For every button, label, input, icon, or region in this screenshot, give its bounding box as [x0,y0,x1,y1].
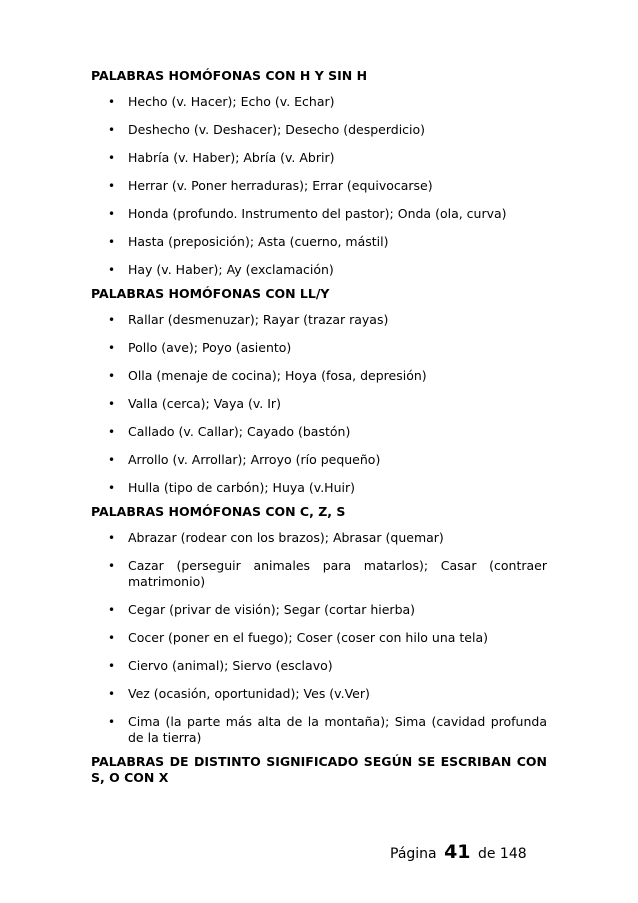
list-item-text: Habría (v. Haber); Abría (v. Abrir) [128,150,335,165]
list-item [91,602,547,618]
list-item-text: Abrazar (rodear con los brazos); Abrasar (quemar) [128,530,444,545]
list-item [91,480,547,496]
list-item [91,396,547,412]
list-item-text: Callado (v. Callar); Cayado (bastón) [128,424,351,439]
bullet-icon: • [108,123,116,137]
list-item-text: Hecho (v. Hacer); Echo (v. Echar) [128,94,335,109]
list-item [91,262,547,278]
list-item [91,178,547,194]
section-title: PALABRAS HOMÓFONAS CON H Y SIN H [91,68,368,83]
list-item-text: Cazar (perseguir animales para matarlos); Casar (contraer matrimonio) [128,558,547,589]
bullet-icon: • [108,425,116,439]
list-item [91,122,547,138]
bullet-icon: • [108,715,116,729]
footer-suffix: de 148 [477,846,527,862]
list-item-text: Cima (la parte más alta de la montaña); Sima (cavidad profunda de la tierra) [128,714,547,745]
bullet-icon: • [108,179,116,193]
list-item [91,312,547,328]
list-item [91,150,547,166]
list-item-text: Pollo (ave); Poyo (asiento) [128,340,292,355]
list-item-text: Honda (profundo. Instrumento del pastor); Onda (ola, curva) [128,206,507,221]
bullet-icon: • [108,151,116,165]
list-item-text: Herrar (v. Poner herraduras); Errar (equivocarse) [128,178,433,193]
section-ll-y [91,286,547,496]
section-c-z-s [91,504,547,746]
bullet-list [91,312,547,496]
section-s-x [91,754,547,786]
bullet-icon: • [108,397,116,411]
bullet-icon: • [108,369,116,383]
list-item-text: Deshecho (v. Deshacer); Desecho (desperdicio) [128,122,426,137]
bullet-icon: • [108,659,116,673]
bullet-icon: • [108,631,116,645]
list-item-text: Hulla (tipo de carbón); Huya (v.Huir) [128,480,355,495]
bullet-list [91,94,547,278]
bullet-icon: • [108,453,116,467]
bullet-icon: • [108,481,116,495]
section-title: PALABRAS HOMÓFONAS CON LL/Y [91,286,330,301]
list-item-text: Ciervo (animal); Siervo (esclavo) [128,658,333,673]
footer-prefix: Página [390,846,437,862]
list-item [91,558,547,590]
list-item-text: Olla (menaje de cocina); Hoya (fosa, depresión) [128,368,427,383]
list-item-text: Hay (v. Haber); Ay (exclamación) [128,262,334,277]
bullet-icon: • [108,313,116,327]
bullet-icon: • [108,341,116,355]
section-h [91,68,547,278]
bullet-icon: • [108,95,116,109]
page-footer [390,842,527,864]
list-item [91,234,547,250]
section-title: PALABRAS HOMÓFONAS CON C, Z, S [91,504,346,519]
list-item-text: Hasta (preposición); Asta (cuerno, mástil) [128,234,389,249]
list-item [91,714,547,746]
list-item-text: Valla (cerca); Vaya (v. Ir) [128,396,281,411]
page-number: 41 [444,841,471,863]
bullet-icon: • [108,603,116,617]
bullet-icon: • [108,687,116,701]
list-item-text: Arrollo (v. Arrollar); Arroyo (río pequeño) [128,452,381,467]
bullet-icon: • [108,207,116,221]
list-item [91,658,547,674]
bullet-icon: • [108,235,116,249]
list-item [91,686,547,702]
bullet-list [91,530,547,746]
list-item-text: Cegar (privar de visión); Segar (cortar hierba) [128,602,416,617]
list-item [91,368,547,384]
section-title: PALABRAS DE DISTINTO SIGNIFICADO SEGÚN SE ESCRIBAN CON S, O CON X [91,754,547,785]
list-item [91,630,547,646]
list-item-text: Cocer (poner en el fuego); Coser (coser con hilo una tela) [128,630,489,645]
list-item [91,206,547,222]
list-item [91,94,547,110]
list-item-text: Rallar (desmenuzar); Rayar (trazar rayas) [128,312,389,327]
page-content [91,68,547,794]
list-item [91,452,547,468]
list-item [91,530,547,546]
bullet-icon: • [108,531,116,545]
list-item-text: Vez (ocasión, oportunidad); Ves (v.Ver) [128,686,370,701]
list-item [91,424,547,440]
bullet-icon: • [108,263,116,277]
list-item [91,340,547,356]
bullet-icon: • [108,559,116,573]
